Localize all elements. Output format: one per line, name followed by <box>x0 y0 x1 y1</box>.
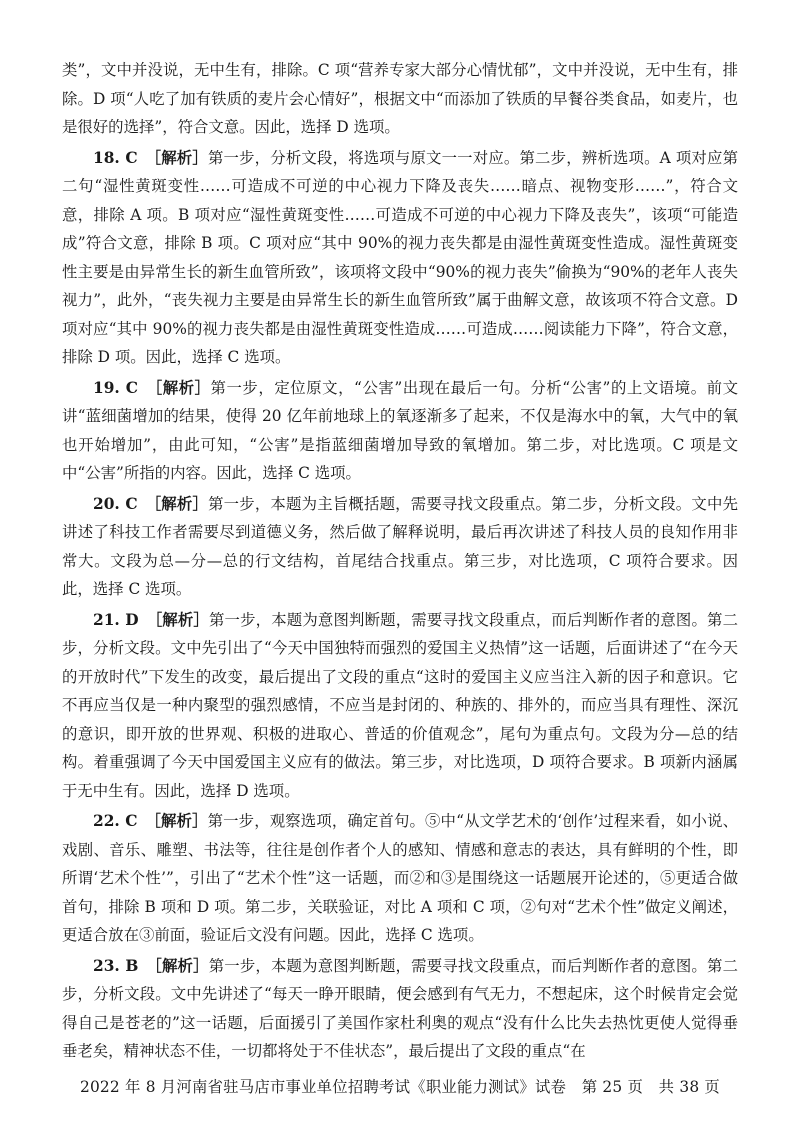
question-text: 第一步，本题为主旨概括题，需要寻找文段重点。第二步，分析文段。文中先讲述了科技工作者需要尽到道德义务，然后做了解释说明，最后再次讲述了科技人员的良知作用非常大。文段为总—分—总的行文结构，首尾结合找重点。第三步，对比选项，C 项符合要求。因此，选择 C 选项。 <box>62 494 738 598</box>
intro-paragraph: 类”，文中并没说，无中生有，排除。C 项“营养专家大部分心情忧郁”，文中并没说，无中生有，排除。D 项“人吃了加有铁质的麦片会心情好”，根据文中“而添加了铁质的早餐谷类食品，如麦片，也是很好的选择”，符合文意。因此，选择 D 选项。 <box>62 61 738 136</box>
answer-explanations <box>62 56 738 1066</box>
question-number: 23. B <box>93 956 139 975</box>
question-21 <box>62 606 738 806</box>
analysis-tag: ［解析］ <box>153 812 208 830</box>
question-text: 第一步，本题为意图判断题，需要寻找文段重点，而后判断作者的意图。第二步，分析文段。文中先讲述了“每天一睁开眼睛，便会感到有气无力，不想起床，这个时候肯定会觉得自己是苍老的”这一话题，后面援引了美国作家杜利奥的观点“没有什么比失去热忱更使人觉得垂垂老矣，精神状态不佳，一切都将处于不佳状态”，最后提出了文段的重点“在 <box>62 956 738 1060</box>
question-number: 21. D <box>93 610 139 629</box>
analysis-tag: ［解析］ <box>154 378 211 397</box>
question-text: 第一步，观察选项，确定首句。⑤中“从文学艺术的‘创作’过程来看，如小说、戏剧、音乐、雕塑、书法等，往往是创作者个人的感知、情感和意志的表达，具有鲜明的个性，即所谓‘艺术个性’”，引出了“艺术个性”这一话题，而②和③是围绕这一话题展开论述的，⑤更适合做首句，排除 B 项和 D 项。第二步，关联验证，对比 A 项和 C 项，②句对“艺术个性”做定义阐述，更适合放在③前面，验证后文没有问题。因此，选择 C 选项。 <box>62 812 738 944</box>
question-number: 20. C <box>93 494 138 513</box>
question-text: 第一步，分析文段，将选项与原文一一对应。第二步，辨析选项。A 项对应第二句“湿性黄斑变性……可造成不可逆的中心视力下降及丧失……暗点、视物变形……”，符合文意，排除 A 项。B 项对应“湿性黄斑变性……可造成不可逆的中心视力下降及丧失”，该项“可能造成”符合文意，排除 B 项。C 项对应“其中 90%的视力丧失都是由湿性黄斑变性造成。湿性黄斑变性主要是由异常生长的新生血管所致”，该项将文段中“90%的视力丧失”偷换为“90%的老年人丧失视力”，此外，“丧失视力主要是由异常生长的新生血管所致”属于曲解文意，故该项不符合文意。D 项对应“其中 90%的视力丧失都是由湿性黄斑变性造成……可造成……阅读能力下降”，符合文意，排除 D 项。因此，选择 C 选项。 <box>62 148 738 366</box>
question-18 <box>62 144 738 372</box>
question-number: 19. C <box>93 378 138 397</box>
question-19 <box>62 374 738 488</box>
question-23 <box>62 952 738 1066</box>
question-text: 第一步，定位原文，“公害”出现在最后一句。分析“公害”的上文语境。前文讲“蓝细菌增加的结果，使得 20 亿年前地球上的氧逐渐多了起来，不仅是海水中的氧，大气中的氧也开始增加”，由此可知，“公害”是指蓝细菌增加导致的氧增加。第二步，对比选项。C 项是文中“公害”所指的内容。因此，选择 C 选项。 <box>62 378 738 482</box>
question-22 <box>62 807 738 950</box>
page-footer: 2022 年 8 月河南省驻马店市事业单位招聘考试《职业能力测试》试卷 第 25 页 共 38 页 <box>79 1078 721 1096</box>
analysis-tag: ［解析］ <box>153 494 209 513</box>
analysis-tag: ［解析］ <box>153 148 208 167</box>
analysis-tag: ［解析］ <box>154 956 209 975</box>
question-20 <box>62 490 738 604</box>
question-number: 22. C <box>93 812 138 830</box>
analysis-tag: ［解析］ <box>154 610 209 629</box>
question-text: 第一步，本题为意图判断题，需要寻找文段重点，而后判断作者的意图。第二步，分析文段。文中先引出了“今天中国独特而强烈的爱国主义热情”这一话题，后面讲述了“在今天的开放时代”下发生的改变，最后提出了文段的重点“这时的爱国主义应当注入新的因子和意识。它不再应当仅是一种内聚型的强烈感情，不应当是封闭的、种族的、排外的，而应当具有理性、深沉的意识，即开放的世界观、积极的进取心、普适的价值观念”，尾句为重点句。文段为分—总的结构。着重强调了今天中国爱国主义应有的做法。第三步，对比选项，D 项符合要求。B 项新内涵属于无中生有。因此，选择 D 选项。 <box>62 610 738 800</box>
question-number: 18. C <box>93 148 138 167</box>
